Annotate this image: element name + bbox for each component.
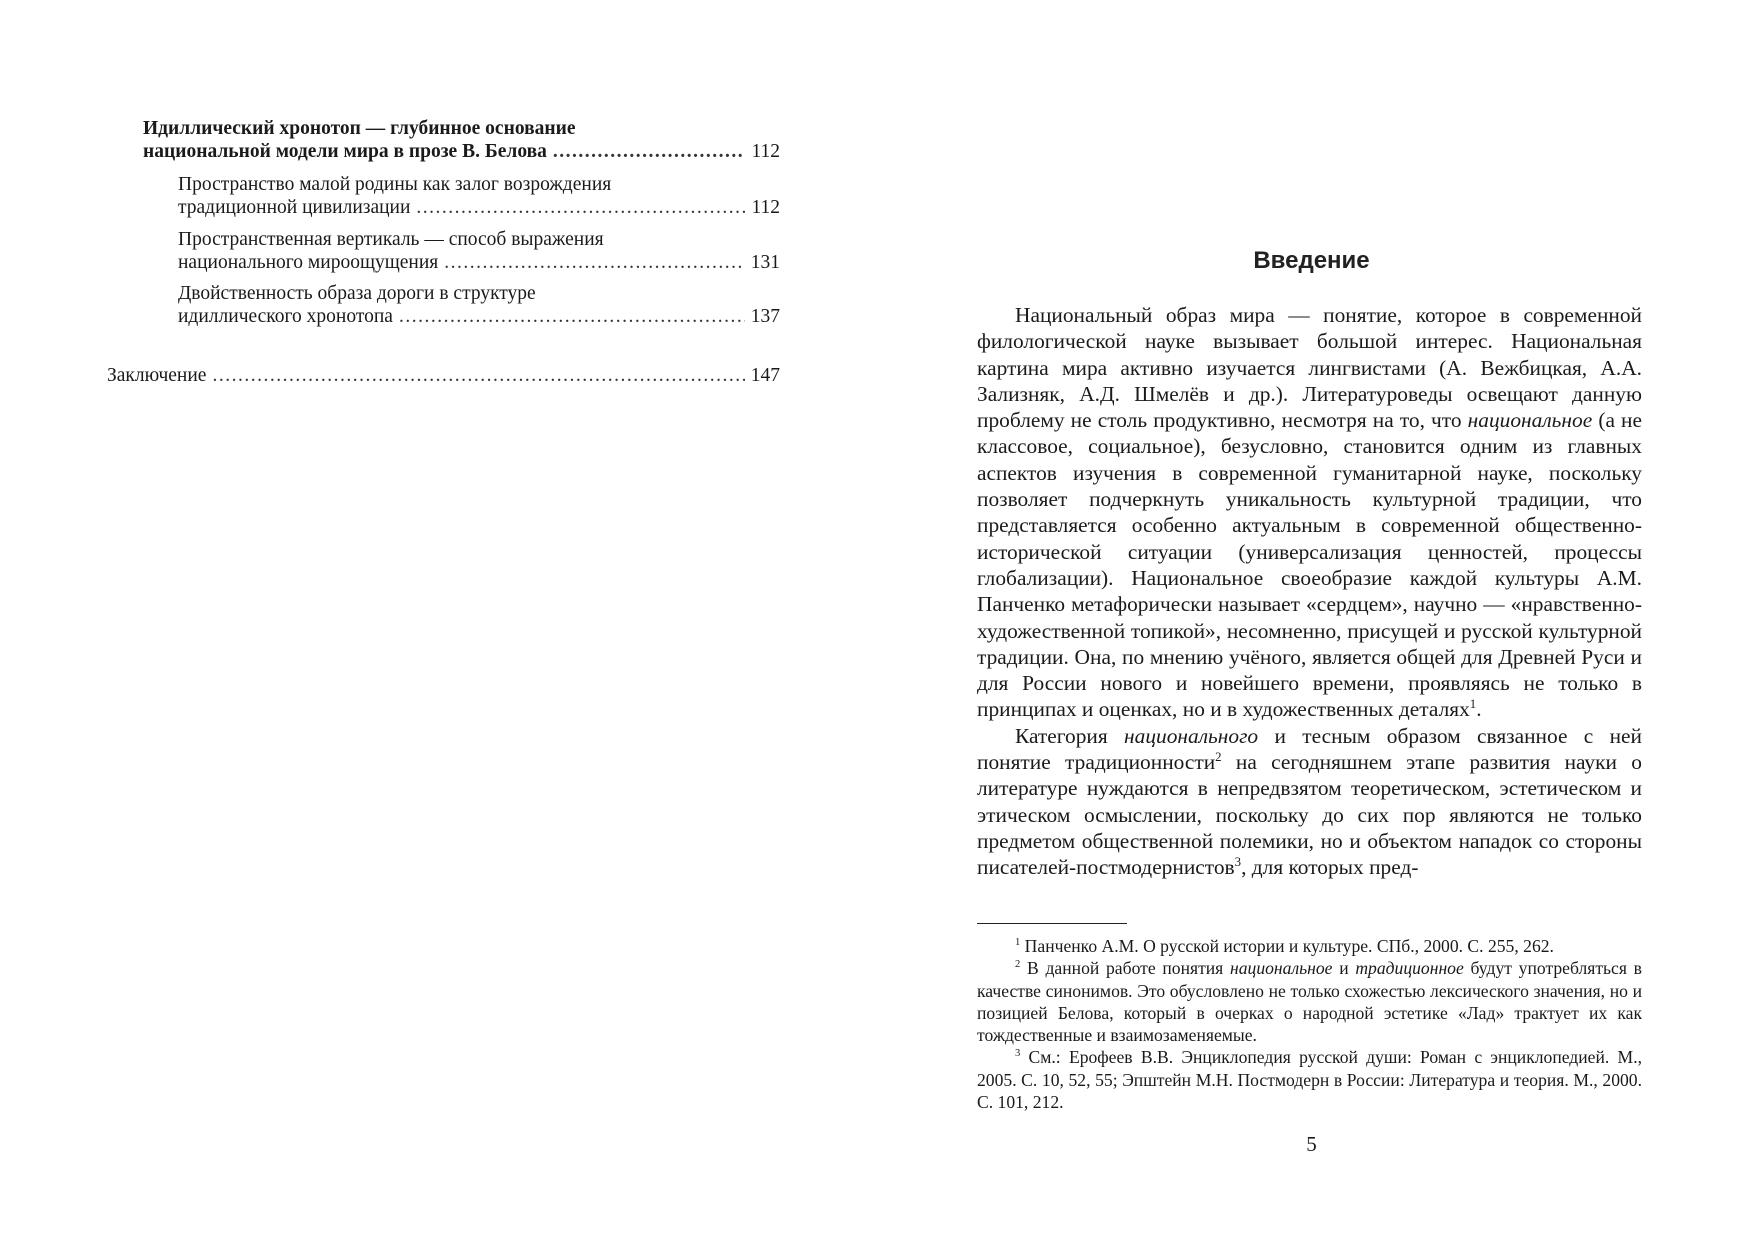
- italic-term: национальное: [1230, 958, 1333, 979]
- toc-entry-line: национальной модели мира в прозе В. Белова: [143, 141, 547, 162]
- text-run: .: [1476, 697, 1482, 722]
- paragraph-1: [977, 302, 1642, 723]
- text-run: на сегодняшнем этапе развития науки о литературе нуждаются в непредвзятом теоретическом, эстетическом и этическом осмыслении, поскольку до сих пор являются не только предметом общественной полемики, но и объектом нападок со стороны писателей-постмодернистов: [977, 750, 1642, 880]
- text-run: Категория: [1015, 723, 1125, 748]
- toc-entry-line: традиционной цивилизации: [178, 197, 411, 218]
- toc-page-number: 137: [750, 306, 780, 327]
- toc-leader-dots: [553, 140, 746, 163]
- italic-term: национального: [1124, 723, 1259, 748]
- toc-entry-conclusion[interactable]: [107, 364, 780, 387]
- toc-entry-idyllic-chronotope[interactable]: [143, 117, 780, 163]
- page-number: 5: [1306, 1132, 1317, 1156]
- toc-leader-dots: [444, 251, 745, 274]
- left-page: [0, 0, 874, 1241]
- toc-leader-dots: [416, 196, 745, 219]
- toc-entry-line: идиллического хронотопа: [178, 306, 393, 327]
- toc-entry-road-image[interactable]: [178, 282, 780, 328]
- toc-entry-line: Пространственная вертикаль — способ выражения: [178, 229, 604, 250]
- toc-entry-spatial-vertical[interactable]: [178, 228, 780, 274]
- toc-entry-line: Пространство малой родины как залог возрождения: [178, 174, 612, 195]
- footnote-number: 3: [1015, 1048, 1021, 1060]
- chapter-title: Введение: [1253, 247, 1370, 274]
- paragraph-2: [977, 723, 1642, 881]
- right-page: [874, 0, 1749, 1241]
- toc-entry-line: национального мироощущения: [178, 252, 439, 273]
- text-run: , для которых пред-: [1241, 855, 1419, 880]
- footnote-1: [977, 935, 1642, 957]
- toc-entry-small-homeland[interactable]: [178, 173, 780, 219]
- footnote-separator: [977, 923, 1127, 924]
- footnote-2: [977, 957, 1642, 1046]
- body-text: [977, 302, 1642, 881]
- toc-page-number: 131: [750, 252, 780, 273]
- toc-entry-line: Двойственность образа дороги в структуре: [178, 283, 536, 304]
- toc-page-number: 112: [751, 141, 780, 162]
- toc-page-number: 112: [751, 197, 780, 218]
- footnote-ref-3[interactable]: 3: [1234, 855, 1242, 870]
- text-run: Национальный образ мира — понятие, которое в современной филологической науке вызывает большой интерес. Национальная картина мира активно изучается лингвистами (А. Вежбицкая, А.А. Зализняк, А.Д. Шмелёв и др.). Литературоведы освещают данную проблему не столь продуктивно, несмотря на то, что: [977, 303, 1642, 433]
- toc-entry-line: Заключение: [107, 365, 207, 386]
- footnote-text: будут употребляться в качестве синонимов. Это обусловлено не только схожестью лексического значения, но и позицией Белова, который в очерках о народной эстетике «Лад» трактует их как тождественные и взаимозаменяемые.: [977, 958, 1642, 1046]
- footnote-3: [977, 1046, 1642, 1113]
- footnote-ref-2[interactable]: 2: [1215, 749, 1222, 764]
- footnote-text: и: [1332, 958, 1356, 979]
- footnote-number: 2: [1015, 959, 1021, 971]
- text-run: и тесным образом связанное с ней понятие традиционности: [977, 723, 1642, 775]
- footnote-number: 1: [1015, 937, 1021, 949]
- toc-page-number: 147: [750, 365, 780, 386]
- toc-entry-line: Идиллический хронотоп — глубинное основание: [143, 118, 576, 139]
- toc-leader-dots: [212, 364, 744, 387]
- text-run: (а не классовое, социальное), безусловно, становится одним из главных аспектов изучения в современной гуманитарной науке, поскольку позволяет подчеркнуть уникальность культурной традиции, что представляется особенно актуальным в современной общественно-исторической ситуации (универсализация ценностей, процессы глобализации). Национальное своеобразие каждой культуры А.М. Панченко метафорически называет «сердцем», научно — «нравственно-художественной топикой», несомненно, присущей и русской культурной традиции. Она, по мнению учёного, является общей для Древней Руси и для России нового и новейшего времени, проявляясь не только в принципах и оценках, но и в художественных деталях: [977, 408, 1642, 722]
- toc-leader-dots: [399, 305, 745, 328]
- footnote-ref-1[interactable]: 1: [1469, 697, 1477, 712]
- footnote-text: Панченко А.М. О русской истории и культуре. СПб., 2000. С. 255, 262.: [1020, 936, 1554, 956]
- footnotes: [977, 935, 1642, 1113]
- italic-term: традиционное: [1355, 958, 1464, 979]
- footnote-text: См.: Ерофеев В.В. Энциклопедия русской души: Роман с энциклопедией. М., 2005. С. 10, 52, 55; Эпштейн М.Н. Постмодерн в России: Литература и теория. М., 2000. С. 101, 212.: [977, 1047, 1642, 1113]
- italic-term: национальное: [1467, 408, 1593, 433]
- footnote-text: В данной работе понятия: [1020, 958, 1231, 979]
